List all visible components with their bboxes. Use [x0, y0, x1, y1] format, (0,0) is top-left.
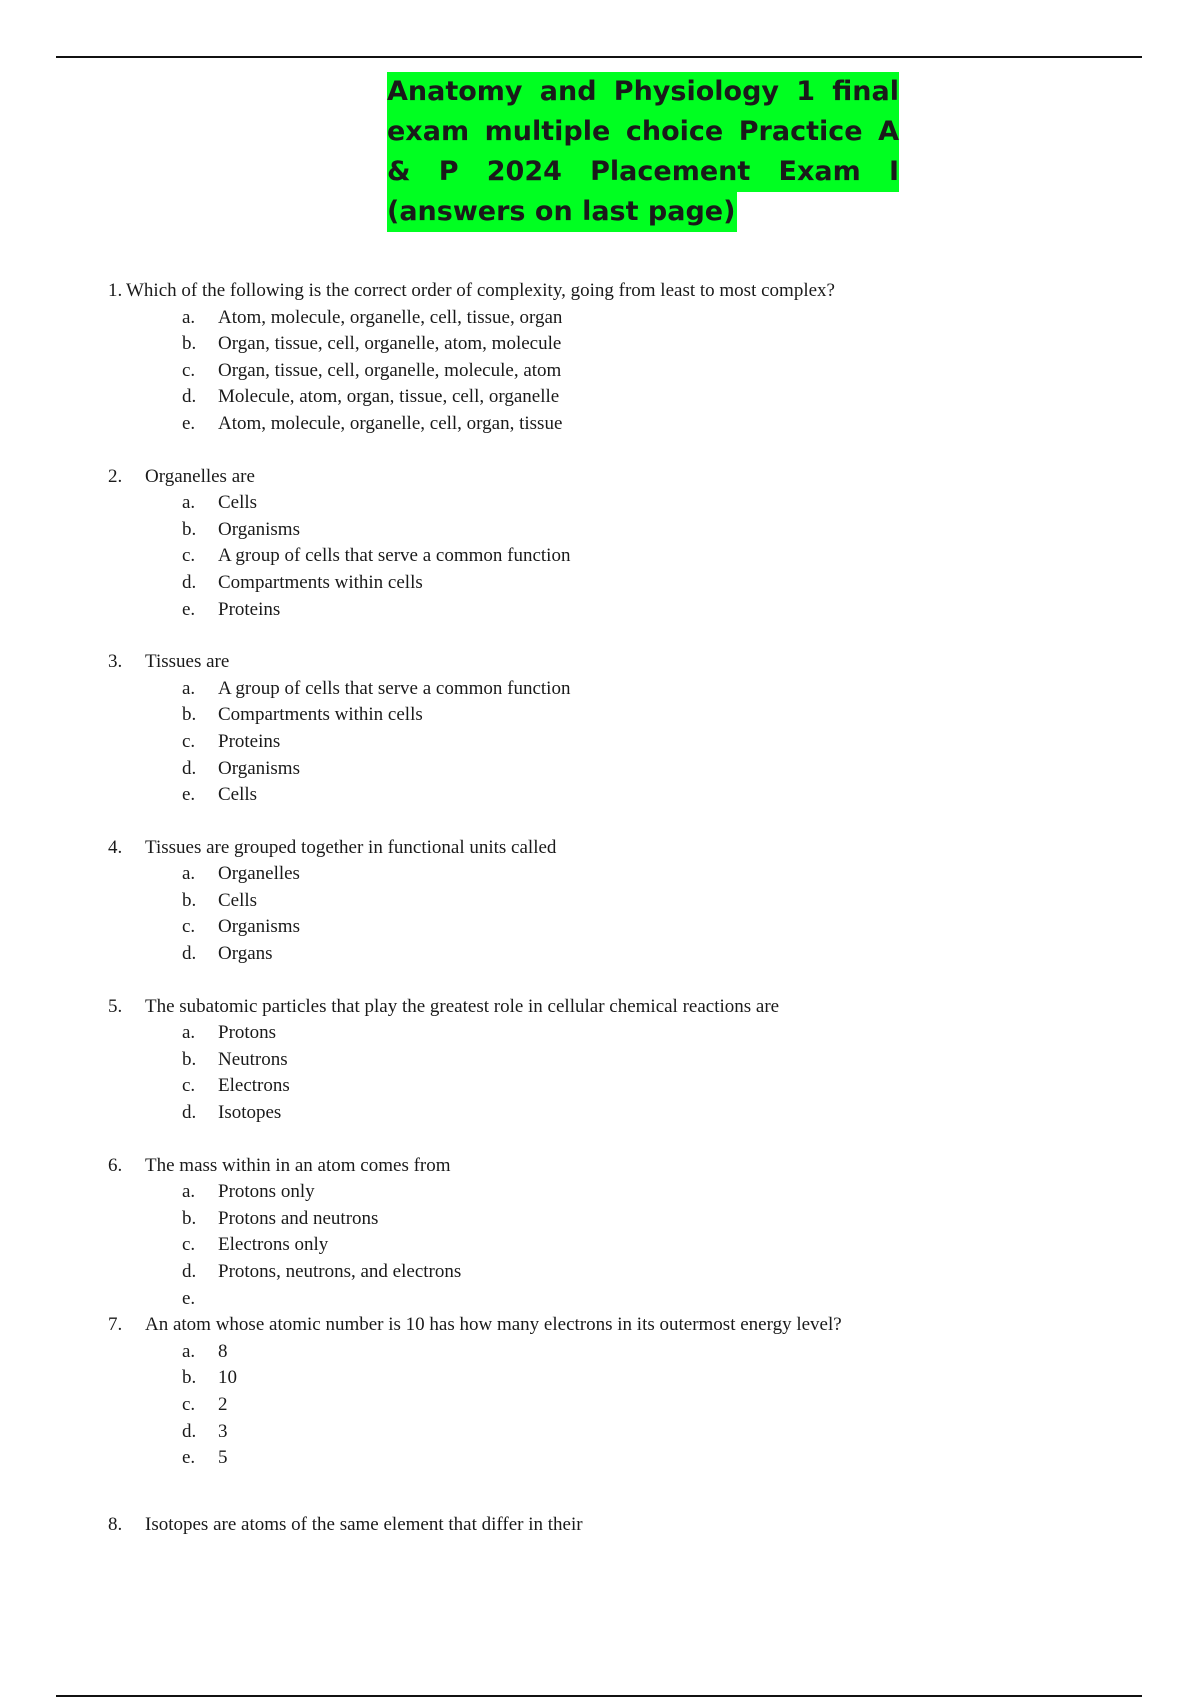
option-letter: b. — [182, 1207, 197, 1229]
option-letter: b. — [182, 1048, 197, 1070]
option — [108, 570, 1108, 597]
option-list — [108, 861, 1108, 967]
question-number: 2. — [108, 465, 123, 487]
option-letter: b. — [182, 333, 197, 355]
title-line: Anatomy and Physiology 1 final — [387, 72, 899, 112]
option-text: A group of cells that serve a common function — [218, 545, 571, 567]
option — [108, 729, 1108, 756]
option — [108, 1339, 1108, 1366]
option-text: Compartments within cells — [218, 571, 423, 593]
option-list — [108, 490, 1108, 623]
option-letter: b. — [182, 1367, 197, 1389]
option-list — [108, 1020, 1108, 1126]
option — [108, 1047, 1108, 1074]
option-letter: a. — [182, 492, 196, 514]
question-text: Tissues are grouped together in functional units called — [145, 836, 557, 858]
question-text: An atom whose atomic number is 10 has how many electrons in its outermost energy level? — [145, 1314, 842, 1336]
option — [108, 305, 1108, 332]
option-text: Proteins — [218, 598, 281, 620]
option-letter: b. — [182, 518, 197, 540]
option — [108, 782, 1108, 809]
option-list — [108, 305, 1108, 438]
option-text: Atom, molecule, organelle, cell, organ, tissue — [218, 412, 563, 434]
option-text: Organisms — [218, 757, 300, 779]
bottom-rule — [56, 1695, 1142, 1697]
option-text: Isotopes — [218, 1102, 282, 1124]
question-number: 3. — [108, 651, 123, 673]
option — [108, 914, 1108, 941]
option — [108, 358, 1108, 385]
option — [108, 1259, 1108, 1286]
option-text: A group of cells that serve a common function — [218, 677, 571, 699]
option — [108, 517, 1108, 544]
question-number: 7. — [108, 1314, 123, 1336]
option-letter: e. — [182, 1447, 196, 1469]
option-text: Neutrons — [218, 1048, 288, 1070]
option-letter: c. — [182, 359, 196, 381]
question-text: Organelles are — [145, 465, 255, 487]
option — [108, 597, 1108, 624]
option-letter: c. — [182, 1393, 196, 1415]
question-5 — [108, 994, 1108, 1127]
option — [108, 1073, 1108, 1100]
option — [108, 384, 1108, 411]
option — [108, 1020, 1108, 1047]
question-text: Tissues are — [145, 651, 230, 673]
option-letter: d. — [182, 571, 197, 593]
option-text: Organs — [218, 943, 273, 965]
option — [108, 756, 1108, 783]
question-3 — [108, 649, 1108, 809]
option-letter: e. — [182, 1287, 196, 1309]
option-text: 8 — [218, 1340, 228, 1362]
option-text: Atom, molecule, organelle, cell, tissue, organ — [218, 306, 563, 328]
option-text: 10 — [218, 1367, 237, 1389]
option-letter: a. — [182, 1181, 196, 1203]
option — [108, 1286, 1108, 1313]
option-letter: d. — [182, 1102, 197, 1124]
question-4 — [108, 835, 1108, 968]
option — [108, 543, 1108, 570]
option-letter: d. — [182, 1420, 197, 1442]
option-text: Proteins — [218, 730, 281, 752]
option-letter: c. — [182, 1234, 196, 1256]
option — [108, 861, 1108, 888]
question-text: Which of the following is the correct order of complexity, going from least to most complex? — [126, 280, 835, 301]
option-text: Molecule, atom, organ, tissue, cell, organelle — [218, 386, 560, 408]
option-list — [108, 676, 1108, 809]
option-letter: d. — [182, 943, 197, 965]
question-6 — [108, 1153, 1108, 1313]
option-text: Organ, tissue, cell, organelle, molecule, atom — [218, 359, 562, 381]
option — [108, 1445, 1108, 1472]
option-text: Cells — [218, 492, 258, 514]
option-text: Organisms — [218, 518, 300, 540]
option-text: Cells — [218, 784, 258, 806]
option-text: Protons only — [218, 1181, 315, 1203]
question-2 — [108, 464, 1108, 624]
question-8 — [108, 1512, 1108, 1539]
option — [108, 490, 1108, 517]
option — [108, 702, 1108, 729]
option — [108, 941, 1108, 968]
option — [108, 411, 1108, 438]
option-text: Organ, tissue, cell, organelle, atom, molecule — [218, 333, 562, 355]
option-letter: b. — [182, 704, 197, 726]
title-line: exam multiple choice Practice A — [387, 112, 899, 152]
top-rule — [56, 56, 1142, 58]
option — [108, 676, 1108, 703]
option-text: Protons and neutrons — [218, 1207, 379, 1229]
option-letter: e. — [182, 598, 196, 620]
option-letter: a. — [182, 306, 196, 328]
option-letter: a. — [182, 1022, 196, 1044]
question-text: Isotopes are atoms of the same element that differ in their — [145, 1513, 583, 1535]
option — [108, 1419, 1108, 1446]
option-letter: c. — [182, 916, 196, 938]
option-letter: c. — [182, 730, 196, 752]
option-letter: a. — [182, 1340, 196, 1362]
option-letter: e. — [182, 412, 196, 434]
option-letter: e. — [182, 784, 196, 806]
option-text: Electrons only — [218, 1234, 329, 1256]
option-text: Cells — [218, 889, 258, 911]
option-text: Electrons — [218, 1075, 290, 1097]
option — [108, 1365, 1108, 1392]
option-list — [108, 1339, 1108, 1472]
option-text: Protons, neutrons, and electrons — [218, 1261, 462, 1282]
title-line: & P 2024 Placement Exam I — [387, 152, 899, 192]
option-text: Compartments within cells — [218, 704, 423, 726]
option-letter: a. — [182, 863, 196, 885]
document-title — [387, 72, 899, 232]
question-text: The mass within in an atom comes from — [145, 1154, 451, 1176]
option-text: Organelles — [218, 863, 300, 885]
question-text: The subatomic particles that play the greatest role in cellular chemical reactions are — [145, 995, 780, 1017]
question-number: 6. — [108, 1154, 123, 1176]
option — [108, 888, 1108, 915]
option — [108, 331, 1108, 358]
option-text: 2 — [218, 1393, 228, 1415]
option-letter: d. — [182, 386, 197, 408]
question-list — [108, 278, 1108, 1538]
option-text: Protons — [218, 1022, 277, 1044]
option-letter: c. — [182, 545, 196, 567]
option-letter: d. — [182, 757, 197, 779]
question-1: 1. Which of the following is the correct order of complexity, going from least to most complex? a. Atom, molecule, organelle, cell, tissue, organ b. Organ, tissue, cell, organelle, atom, molecule c. Organ, tissue, cell, organelle, molecule, atom d. Molecule, atom, organ, tissue, cell, organelle e. Atom, molecule, organelle, cell, organ, tissue — [108, 278, 1108, 438]
option-letter: b. — [182, 889, 197, 911]
option-text: Organisms — [218, 916, 300, 938]
option-list — [108, 1179, 1108, 1312]
option — [108, 1179, 1108, 1206]
option-text: 3 — [218, 1420, 228, 1442]
option — [108, 1206, 1108, 1233]
question-number: 8. — [108, 1513, 123, 1535]
option — [108, 1100, 1108, 1127]
question-number: 5. — [108, 995, 123, 1017]
option — [108, 1392, 1108, 1419]
option-letter: d. — [182, 1261, 197, 1282]
question-number: 4. — [108, 836, 123, 858]
option-letter: a. — [182, 677, 196, 699]
option-text: 5 — [218, 1447, 228, 1469]
title-line: (answers on last page) — [387, 192, 737, 232]
question-7 — [108, 1312, 1108, 1472]
option — [108, 1232, 1108, 1259]
option-letter: c. — [182, 1075, 196, 1097]
